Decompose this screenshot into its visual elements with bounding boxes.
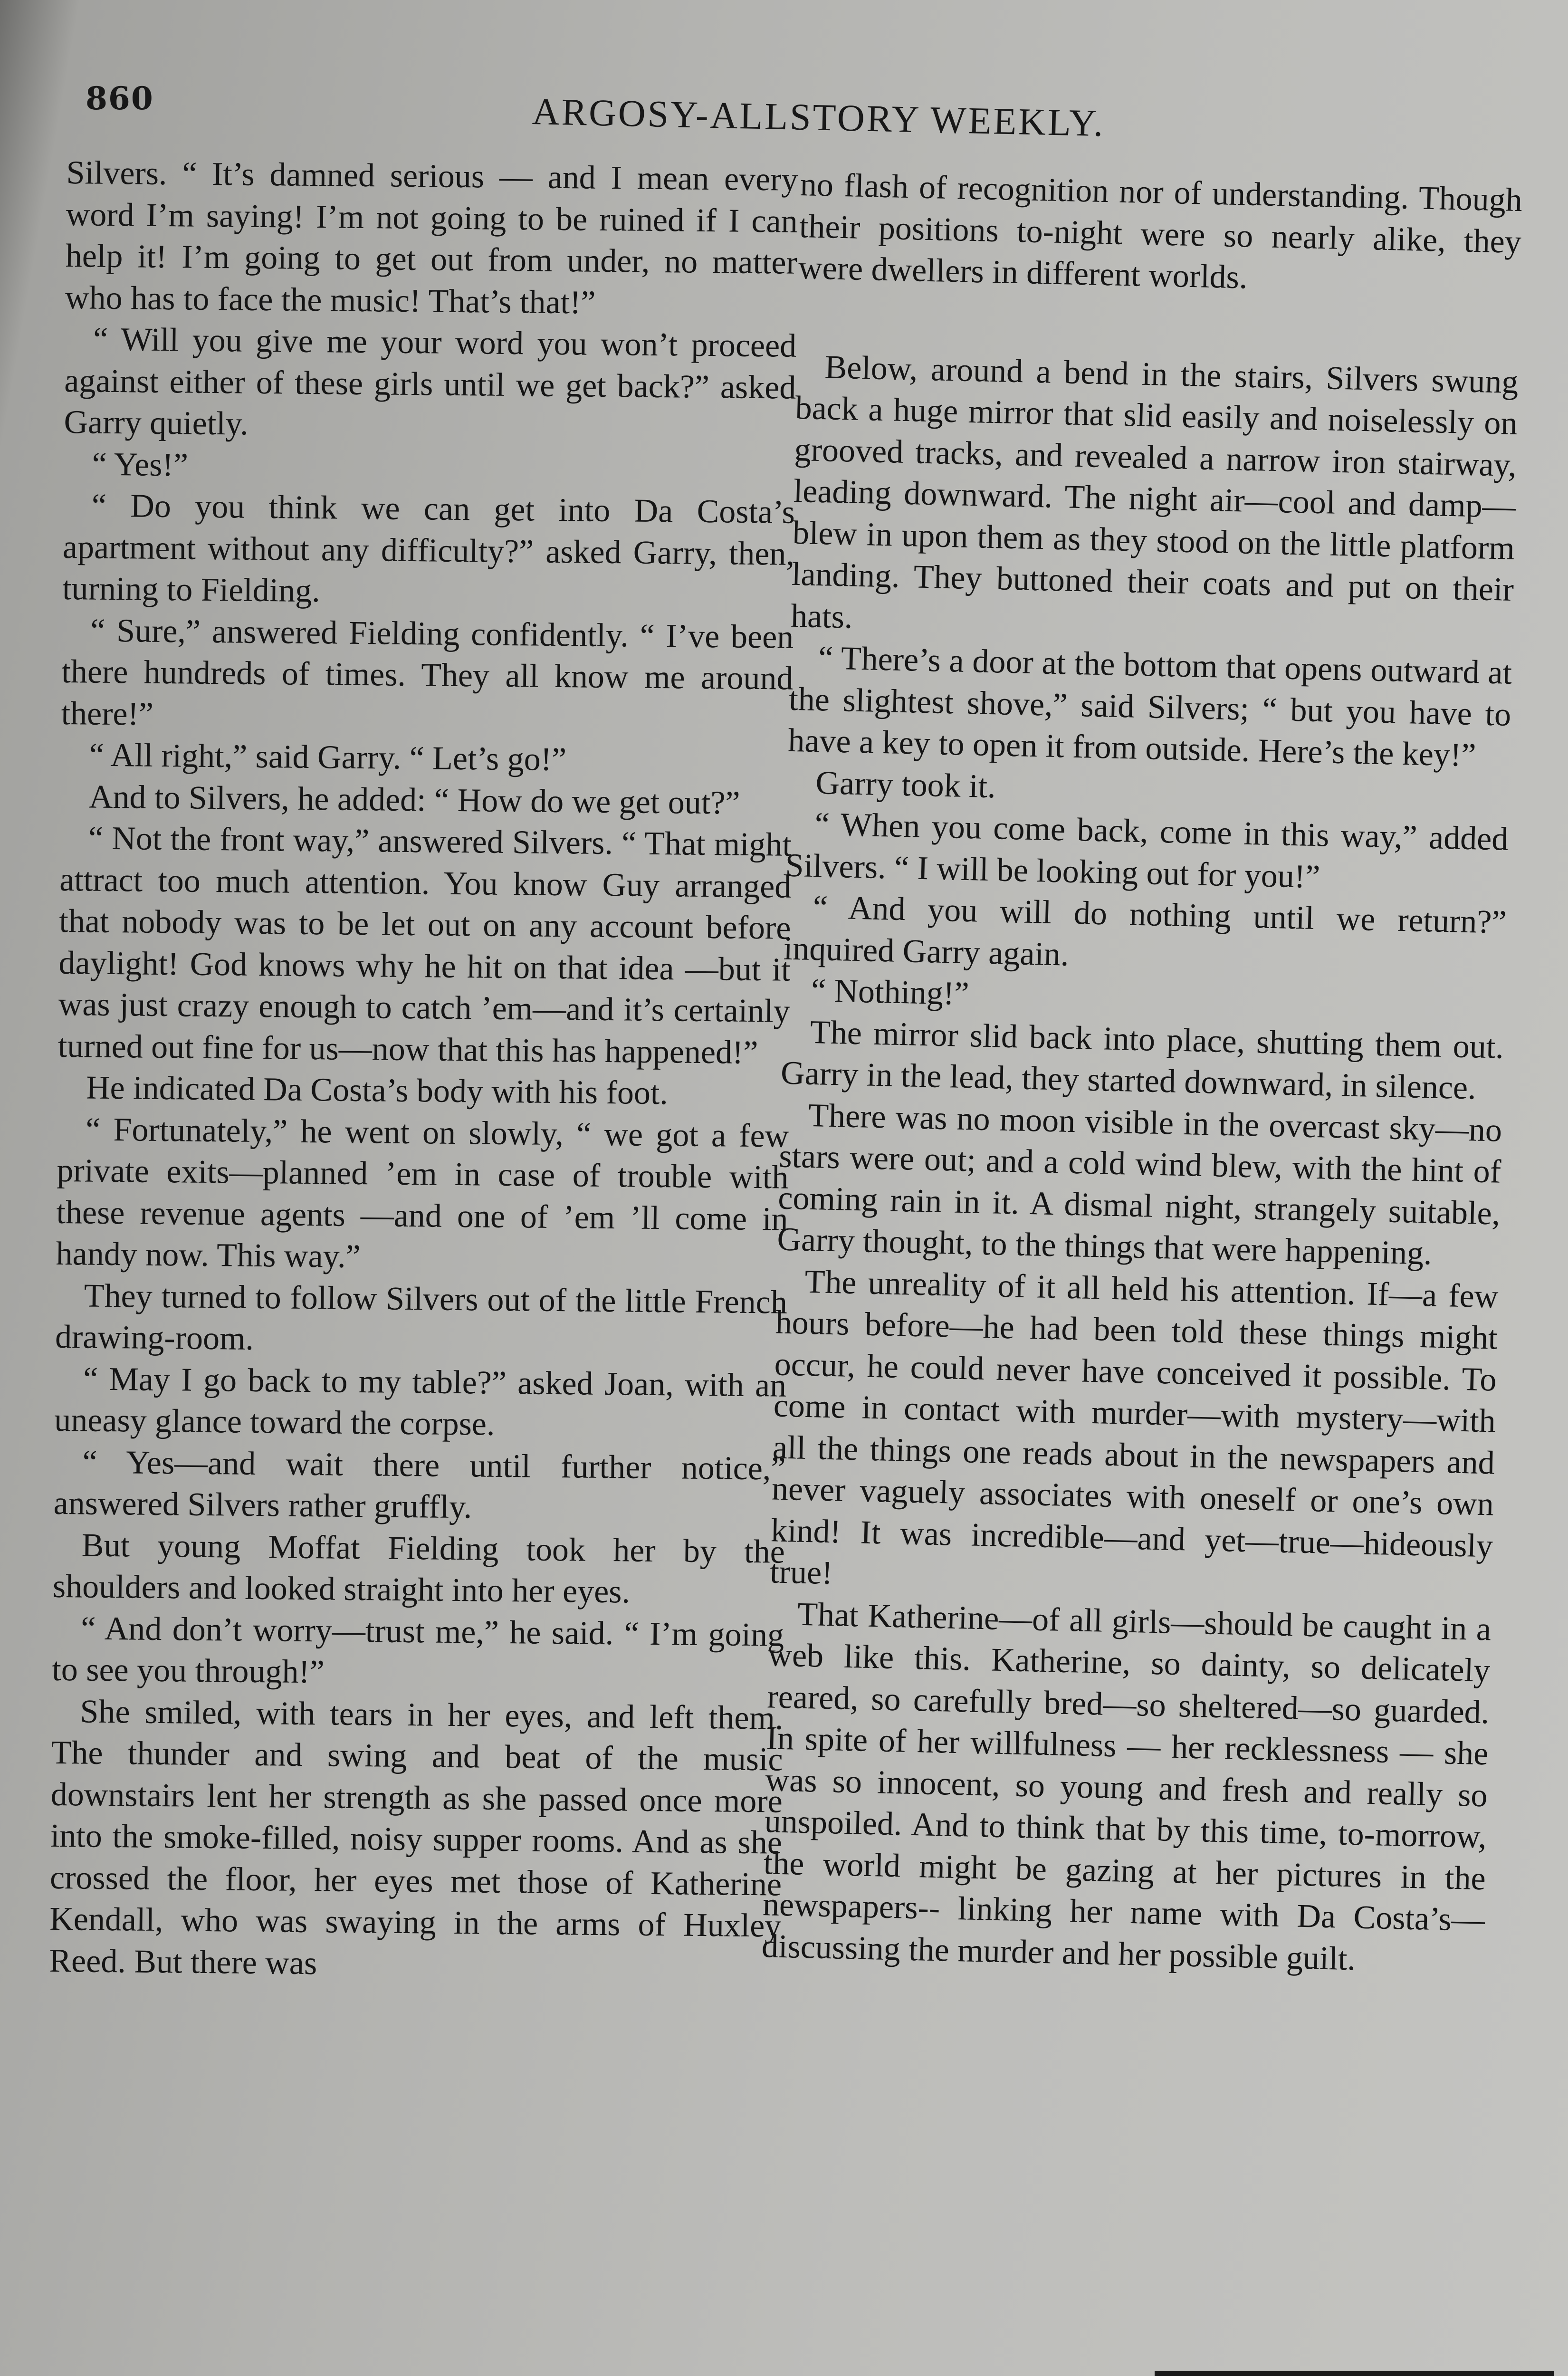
paragraph: She smiled, with tears in her eyes, and left them. The thunder and swing and beat of the music downstairs lent her strength as she passed once more into the smoke-filled, noisy supper rooms. And as she crossed the floor, her eyes met those of Katherine Kendall, who was swaying in the arms of Huxley Reed. But there was (49, 1693, 784, 1982)
page-header (86, 71, 1492, 145)
paragraph: He indicated Da Costa’s body with his foot. (86, 1069, 669, 1112)
paragraph: Below, around a bend in the stairs, Silvers swung back a huge mirror that slid easily and noiselessly on grooved tracks, and revealed a narrow iron stairway, leading downward. The night air—cool and damp—blew in upon them as they stood on the little platform landing. They buttoned their coats and put on their hats. (790, 348, 1519, 636)
paragraph: “ Will you give me your word you won’t proceed against either of these girls until we get back?” asked Garry quietly. (64, 321, 797, 442)
paragraph: “ Do you think we can get into Da Costa’s apartment without any difficulty?” asked Garry, then, turning to Fielding. (62, 487, 795, 610)
paragraph: “ When you come back, come in this way,” added Silvers. “ I will be looking out for you!” (784, 805, 1509, 895)
watermark-logo (1155, 2371, 1554, 2376)
page-number: 860 (86, 80, 154, 117)
paragraph: “ May I go back to my table?” asked Joan, with an uneasy glance toward the corpse. (54, 1360, 787, 1443)
paragraph: “ All right,” said Garry. “ Let’s go!” (89, 737, 567, 778)
paragraph: “ Yes—and wait there until further notice,” answered Silvers rather gruffly. (53, 1443, 786, 1526)
running-head-title: ARGOSY-ALLSTORY WEEKLY. (532, 91, 1106, 145)
paragraph: “ Sure,” answered Fielding confidently. “ I’ve been there hundreds of times. They all know me around there!” (61, 612, 794, 733)
right-column-section (761, 345, 1519, 1983)
paragraph: “ And you will do nothing until we return?” inquired Garry again. (783, 889, 1507, 973)
paragraph: But young Moffat Fielding took her by the shoulders and looked straight into her eyes. (52, 1526, 785, 1610)
paragraph: That Katherine—of all girls—should be caught in a web like this. Katherine, so dainty, so delicately reared, so carefully bred—so sheltered—so guarded. In spite of her willfulness — her recklessness — she was so innocent, so young and fresh and really so unspoiled. And to think that by this time, to-morrow, the world might be gazing at her pictures in the newspapers-- linking her name with Da Costa’s—discussing the murder and her possible guilt. (761, 1596, 1492, 1977)
paragraph: “ Yes!” (92, 446, 189, 483)
right-column (752, 164, 1522, 2376)
paragraph: Garry took it. (815, 764, 996, 805)
paragraph: There was no moon visible in the overcast sky—no stars were out; and a cold wind blew, with the hint of coming rain in it. A dismal night, strangely suitable, Garry thought, to the things that were happening. (776, 1097, 1502, 1272)
paragraph: The unreality of it all held his attention. If—a few hours before—he had been told these things might occur, he could never have conceived it possible. To come in contact with murder—with mystery—with all the things one reads about in the newspapers and never vaguely associates with oneself or one’s own kind! It was incredible—and yet—true—hideously true! (769, 1263, 1499, 1592)
left-column (45, 152, 798, 2376)
paragraph: “ And don’t worry—trust me,” he said. “ I’m going to see you through!” (51, 1610, 784, 1691)
paragraph: “ There’s a door at the bottom that opens outward at the slightest shove,” said Silvers; “ but you have to have a key to open it from outside. Here’s the key!” (787, 640, 1512, 774)
paragraph: “ Not the front way,” answered Silvers. “ That might attract too much attention. You know Guy arranged that nobody was to be let out on any account before daylight! God knows why he hit on that idea —but it was just crazy enough to catch ’em—and it’s certainly turned out fine for us—now that this has happened!” (57, 820, 792, 1071)
paragraph: They turned to follow Silvers out of the little French drawing-room. (55, 1277, 788, 1357)
right-column-continuation (798, 164, 1522, 305)
paragraph: The mirror slid back into place, shutting them out. Garry in the lead, they started downward, in silence. (780, 1014, 1504, 1107)
paragraph: “ Nothing!” (811, 972, 970, 1013)
paragraph: Silvers. “ It’s damned serious — and I mean every word I’m saying! I’m not going to be ruined if I can help it! I’m going to get out from under, no matter who has to face the music! That’s that!” (65, 154, 798, 321)
paragraph: no flash of recognition nor of understanding. Though their positions to-night were so nearly alike, they were dwellers in different worlds. (798, 166, 1523, 296)
paragraph: And to Silvers, he added: “ How do we get out?” (88, 778, 740, 822)
paragraph: “ Fortunately,” he went on slowly, “ we got a few private exits—planned ’em in case of trouble with these revenue agents —and one of ’em ’ll come in handy now. This way.” (56, 1111, 789, 1275)
